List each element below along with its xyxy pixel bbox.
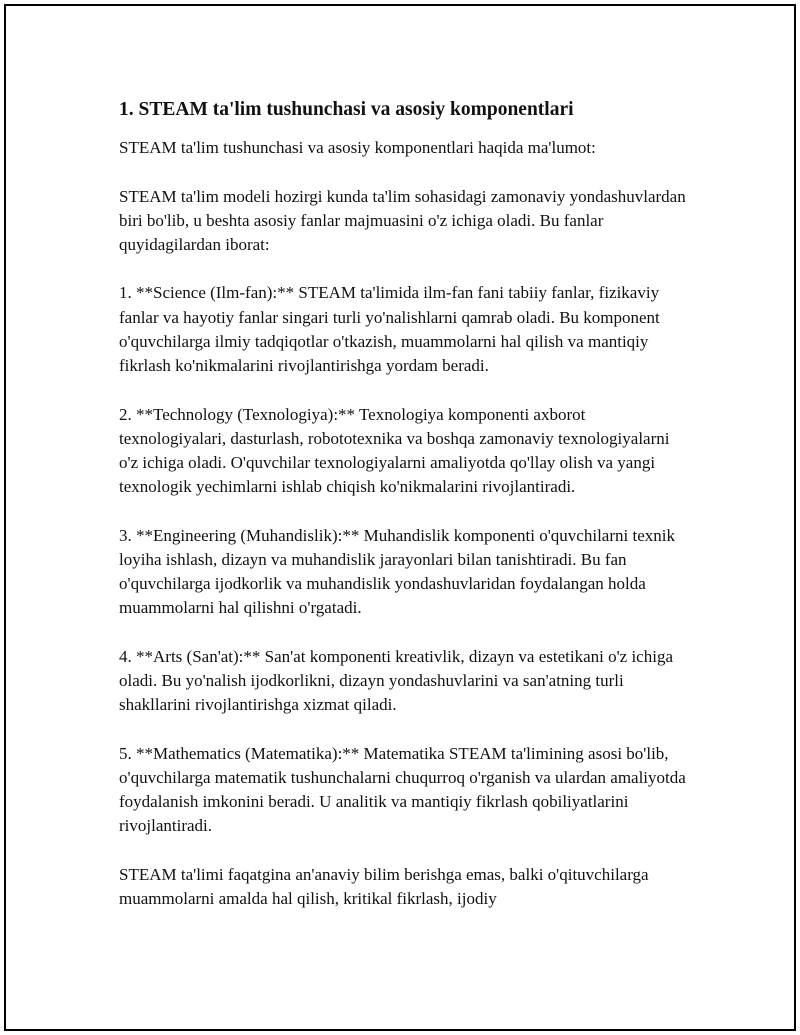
intro-paragraph: STEAM ta'lim tushunchasi va asosiy komponentlari haqida ma'lumot: [119,138,596,157]
document-content [119,98,689,935]
mathematics-paragraph: 5. **Mathematics (Matematika):** Matematika STEAM ta'limining asosi bo'lib, o'quvchilarga matematik tushunchalarni chuqurroq o'rganish va ulardan amaliyotda foydalanish imkonini beradi. U analitik va mantiqiy fikrlash qobiliyatlarini rivojlantiradi. [119,743,686,836]
science-paragraph: 1. **Science (Ilm-fan):** STEAM ta'limida ilm-fan fani tabiiy fanlar, fizikaviy fanlar va hayotiy fanlar singari turli yo'nalishlarni qamrab oladi. Bu komponent o'quvchilarga ilmiy tadqiqotlar o'tkazish, muammolarni hal qilish va mantiqiy fikrlash ko'nikmalarini rivojlantirishga yordam beradi. [119,283,660,376]
overview-paragraph: STEAM ta'lim modeli hozirgi kunda ta'lim sohasidagi zamonaviy yondashuvlardan biri bo'lib, u beshta asosiy fanlar majmuasini o'z ichiga oladi. Bu fanlar quyidagilardan iborat: [119,186,686,254]
engineering-paragraph: 3. **Engineering (Muhandislik):** Muhandislik komponenti o'quvchilarni texnik loyiha ishlash, dizayn va muhandislik jarayonlari bilan tanishtiradi. Bu fan o'quvchilarga ijodkorlik va muhandislik yondashuvlaridan foydalangan holda muammolarni hal qilishni o'rgatadi. [119,525,675,618]
technology-paragraph: 2. **Technology (Texnologiya):** Texnologiya komponenti axborot texnologiyalari, dasturlash, robototexnika va boshqa zamonaviy texnologiyalarni o'z ichiga oladi. O'quvchilar texnologiyalarni amaliyotda qo'llay olish va yangi texnologik yechimlarni ishlab chiqish ko'nikmalarini rivojlantiradi. [119,404,670,497]
conclusion-paragraph: STEAM ta'limi faqatgina an'anaviy bilim berishga emas, balki o'qituvchilarga muammolarni amalda hal qilish, kritikal fikrlash, ijodiy [119,864,649,908]
arts-paragraph: 4. **Arts (San'at):** San'at komponenti kreativlik, dizayn va estetikani o'z ichiga oladi. Bu yo'nalish ijodkorlikni, dizayn yondashuvlarini va san'atning turli shakllarini rivojlantirishga xizmat qiladi. [119,646,673,715]
section-heading: 1. STEAM ta'lim tushunchasi va asosiy komponentlari [119,99,574,120]
document-page [4,4,796,1031]
